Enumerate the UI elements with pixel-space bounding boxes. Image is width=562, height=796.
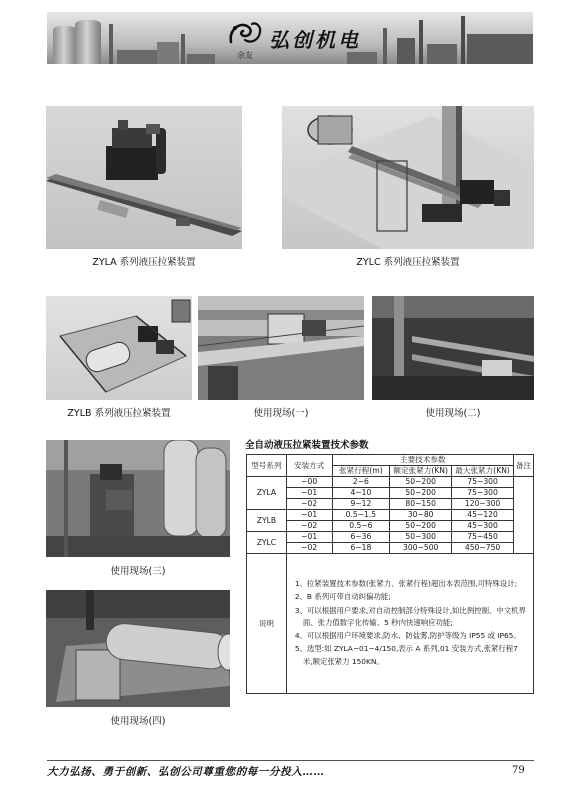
table-row — [247, 499, 534, 510]
remark-cell — [514, 477, 534, 554]
rated-cell: 30~80 — [390, 510, 452, 521]
stroke-cell: 6~18 — [332, 543, 390, 554]
stroke-cell: 0.5~6 — [332, 521, 390, 532]
caption-site-2: 使用现场(二) — [425, 408, 481, 419]
col-header-model: 型号系列 — [247, 455, 287, 477]
install-cell: −01 — [286, 488, 332, 499]
photo-zyla-device — [46, 106, 242, 249]
table-row — [247, 477, 534, 488]
company-logo-icon — [225, 16, 265, 50]
max-cell: 45~300 — [452, 521, 514, 532]
install-cell: −00 — [286, 477, 332, 488]
photo-site-2 — [372, 296, 534, 400]
photo-site-1 — [198, 296, 364, 400]
notes-label: 说明 — [247, 554, 287, 694]
photo-site-3 — [46, 440, 230, 557]
model-cell: ZYLA — [247, 477, 287, 510]
brand-name: 弘创机电 — [269, 28, 361, 52]
col-header-remark: 备注 — [514, 455, 534, 477]
install-cell: −02 — [286, 543, 332, 554]
photo-zylc-device — [282, 106, 534, 249]
stroke-cell: 2~6 — [332, 477, 390, 488]
caption-zylb: ZYLB 系列液压拉紧装置 — [67, 408, 171, 419]
max-cell: 75~300 — [452, 477, 514, 488]
table-row — [247, 510, 534, 521]
caption-zyla: ZYLA 系列液压拉紧装置 — [92, 257, 196, 268]
stroke-cell: 4~10 — [332, 488, 390, 499]
photo-zylb-device — [46, 296, 192, 400]
max-cell: 450~750 — [452, 543, 514, 554]
max-cell: 75~450 — [452, 532, 514, 543]
note-item: 1、拉紧装置技术参数(张紧力、张紧行程)超出本表范围,可特殊设计; — [294, 579, 518, 589]
notes-row — [247, 554, 534, 694]
table-row — [247, 488, 534, 499]
install-cell: −01 — [286, 510, 332, 521]
col-header-max-force: 最大张紧力(KN) — [452, 466, 514, 477]
stroke-cell: 9~12 — [332, 499, 390, 510]
notes-cell — [286, 554, 533, 694]
footer-slogan: 大力弘扬、勇于创新、弘创公司尊重您的每一分投入…… — [47, 766, 325, 778]
table-row — [247, 532, 534, 543]
note-item: 2、B 系列可带自动纠偏功能; — [294, 592, 391, 602]
model-cell: ZYLB — [247, 510, 287, 532]
table-title: 全自动液压拉紧装置技术参数 — [245, 440, 369, 451]
col-header-rated-force: 额定张紧力(KN) — [390, 466, 452, 477]
max-cell: 120~300 — [452, 499, 514, 510]
col-header-main-params: 主要技术参数 — [332, 455, 514, 466]
caption-site-4: 使用现场(四) — [110, 716, 166, 727]
photo-site-4 — [46, 590, 230, 707]
install-cell: −01 — [286, 532, 332, 543]
footer-divider — [47, 760, 534, 761]
note-item: 4、可以根据用户环境要求,防水、防盐雾,防护等级为 IP55 或 IP65。 — [294, 631, 521, 641]
spec-table — [246, 454, 534, 694]
page-number: 79 — [512, 765, 525, 776]
caption-site-3: 使用现场(三) — [110, 566, 166, 577]
caption-zylc: ZYLC 系列液压拉紧装置 — [356, 257, 460, 268]
rated-cell: 300~500 — [390, 543, 452, 554]
rated-cell: 80~150 — [390, 499, 452, 510]
install-cell: −02 — [286, 521, 332, 532]
table-row — [247, 543, 534, 554]
install-cell: −02 — [286, 499, 332, 510]
rated-cell: 50~200 — [390, 488, 452, 499]
rated-cell: 50~200 — [390, 521, 452, 532]
col-header-install: 安装方式 — [286, 455, 332, 477]
max-cell: 75~300 — [452, 488, 514, 499]
table-row — [247, 521, 534, 532]
rated-cell: 50~200 — [390, 477, 452, 488]
note-item: 3、可以根据用户要求,对自动控制部分特殊设计,如比例控制、中文机界面、张力值数字化传输、5 秒内快速响应功能; — [294, 605, 526, 627]
max-cell: 45~120 — [452, 510, 514, 521]
caption-site-1: 使用现场(一) — [253, 408, 309, 419]
note-item: 5、选型:如 ZYLA−01−4/150,表示 A 系列,01 安装方式,张紧行程7米,额定张紧力 150KN。 — [294, 644, 518, 666]
stroke-cell: 6~36 — [332, 532, 390, 543]
brand-subtitle: 余友 — [237, 51, 253, 60]
rated-cell: 50~300 — [390, 532, 452, 543]
stroke-cell: 0.5~1.5 — [332, 510, 390, 521]
header-banner — [47, 12, 533, 64]
col-header-stroke: 张紧行程(m) — [332, 466, 390, 477]
model-cell: ZYLC — [247, 532, 287, 554]
